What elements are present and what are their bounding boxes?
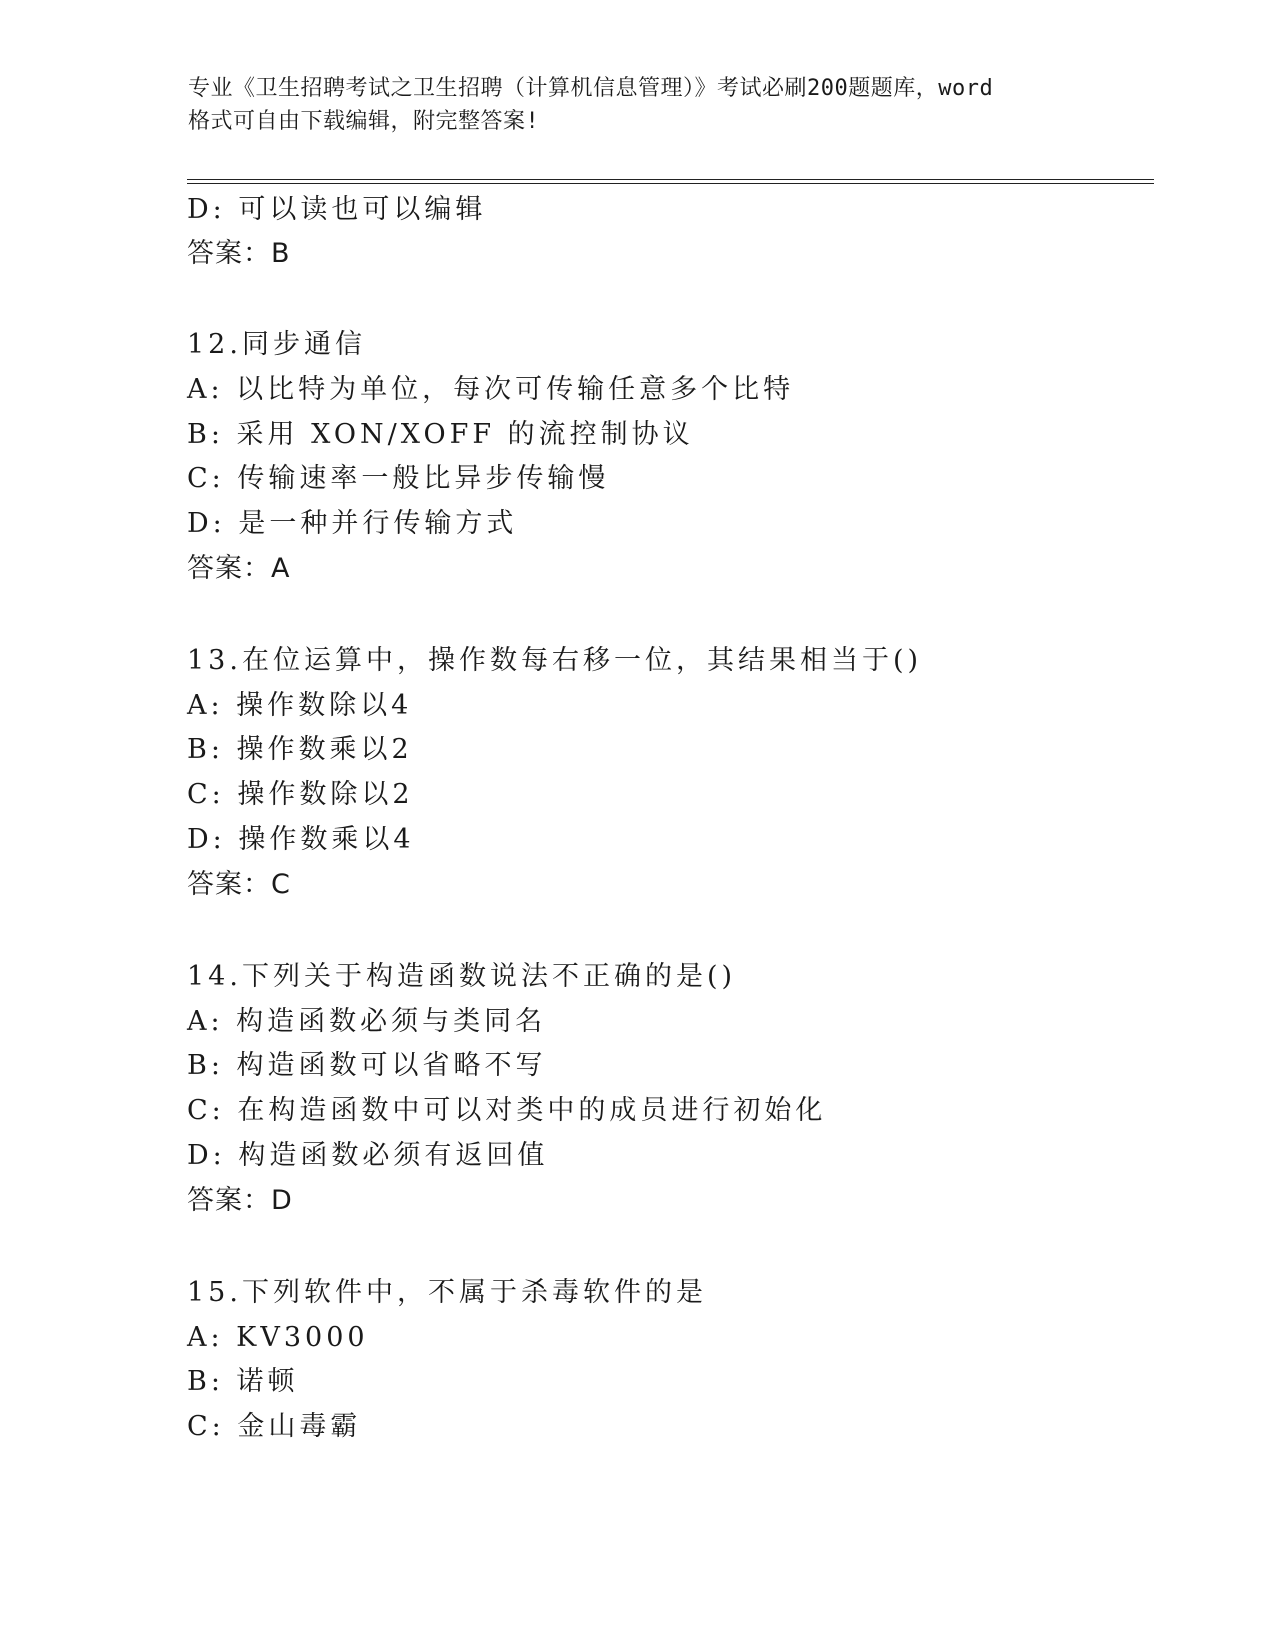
question-13-option-a: A: 操作数除以4 <box>187 690 413 721</box>
question-12-stem: 12.同步通信 <box>187 329 366 360</box>
question-14-option-d: D: 构造函数必须有返回值 <box>187 1140 549 1171</box>
header-divider-top <box>187 179 1154 180</box>
question-12-option-d: D: 是一种并行传输方式 <box>187 508 518 539</box>
question-14-option-a: A: 构造函数必须与类同名 <box>187 1006 547 1037</box>
question-14-stem: 14.下列关于构造函数说法不正确的是() <box>187 961 737 992</box>
question-15-option-b: B: 诺顿 <box>187 1366 299 1397</box>
question-13-option-c: C: 操作数除以2 <box>187 779 414 810</box>
prev-answer: 答案：B <box>187 238 291 269</box>
question-13-option-d: D: 操作数乘以4 <box>187 824 415 855</box>
question-12-option-a: A: 以比特为单位，每次可传输任意多个比特 <box>187 374 795 405</box>
question-13-answer: 答案：C <box>187 869 291 900</box>
question-12-option-b: B: 采用 XON/XOFF 的流控制协议 <box>187 419 694 450</box>
question-12-answer: 答案：A <box>187 553 291 584</box>
question-15-stem: 15.下列软件中，不属于杀毒软件的是 <box>187 1277 707 1308</box>
question-13-stem: 13.在位运算中，操作数每右移一位，其结果相当于() <box>187 645 923 676</box>
header-line-1: 专业《卫生招聘考试之卫生招聘（计算机信息管理）》考试必刷200题题库，word <box>188 76 994 101</box>
header-divider-bottom <box>187 183 1154 184</box>
question-14-option-b: B: 构造函数可以省略不写 <box>187 1050 547 1081</box>
header-line-2: 格式可自由下载编辑，附完整答案! <box>188 109 540 134</box>
question-15-option-a: A: KV3000 <box>187 1322 369 1353</box>
prev-option-d: D: 可以读也可以编辑 <box>187 194 487 225</box>
question-15-option-c: C: 金山毒霸 <box>187 1411 362 1442</box>
question-13-option-b: B: 操作数乘以2 <box>187 734 413 765</box>
question-14-answer: 答案：D <box>187 1185 293 1216</box>
question-14-option-c: C: 在构造函数中可以对类中的成员进行初始化 <box>187 1095 827 1126</box>
document-header <box>188 72 1088 138</box>
question-12-option-c: C: 传输速率一般比异步传输慢 <box>187 463 610 494</box>
